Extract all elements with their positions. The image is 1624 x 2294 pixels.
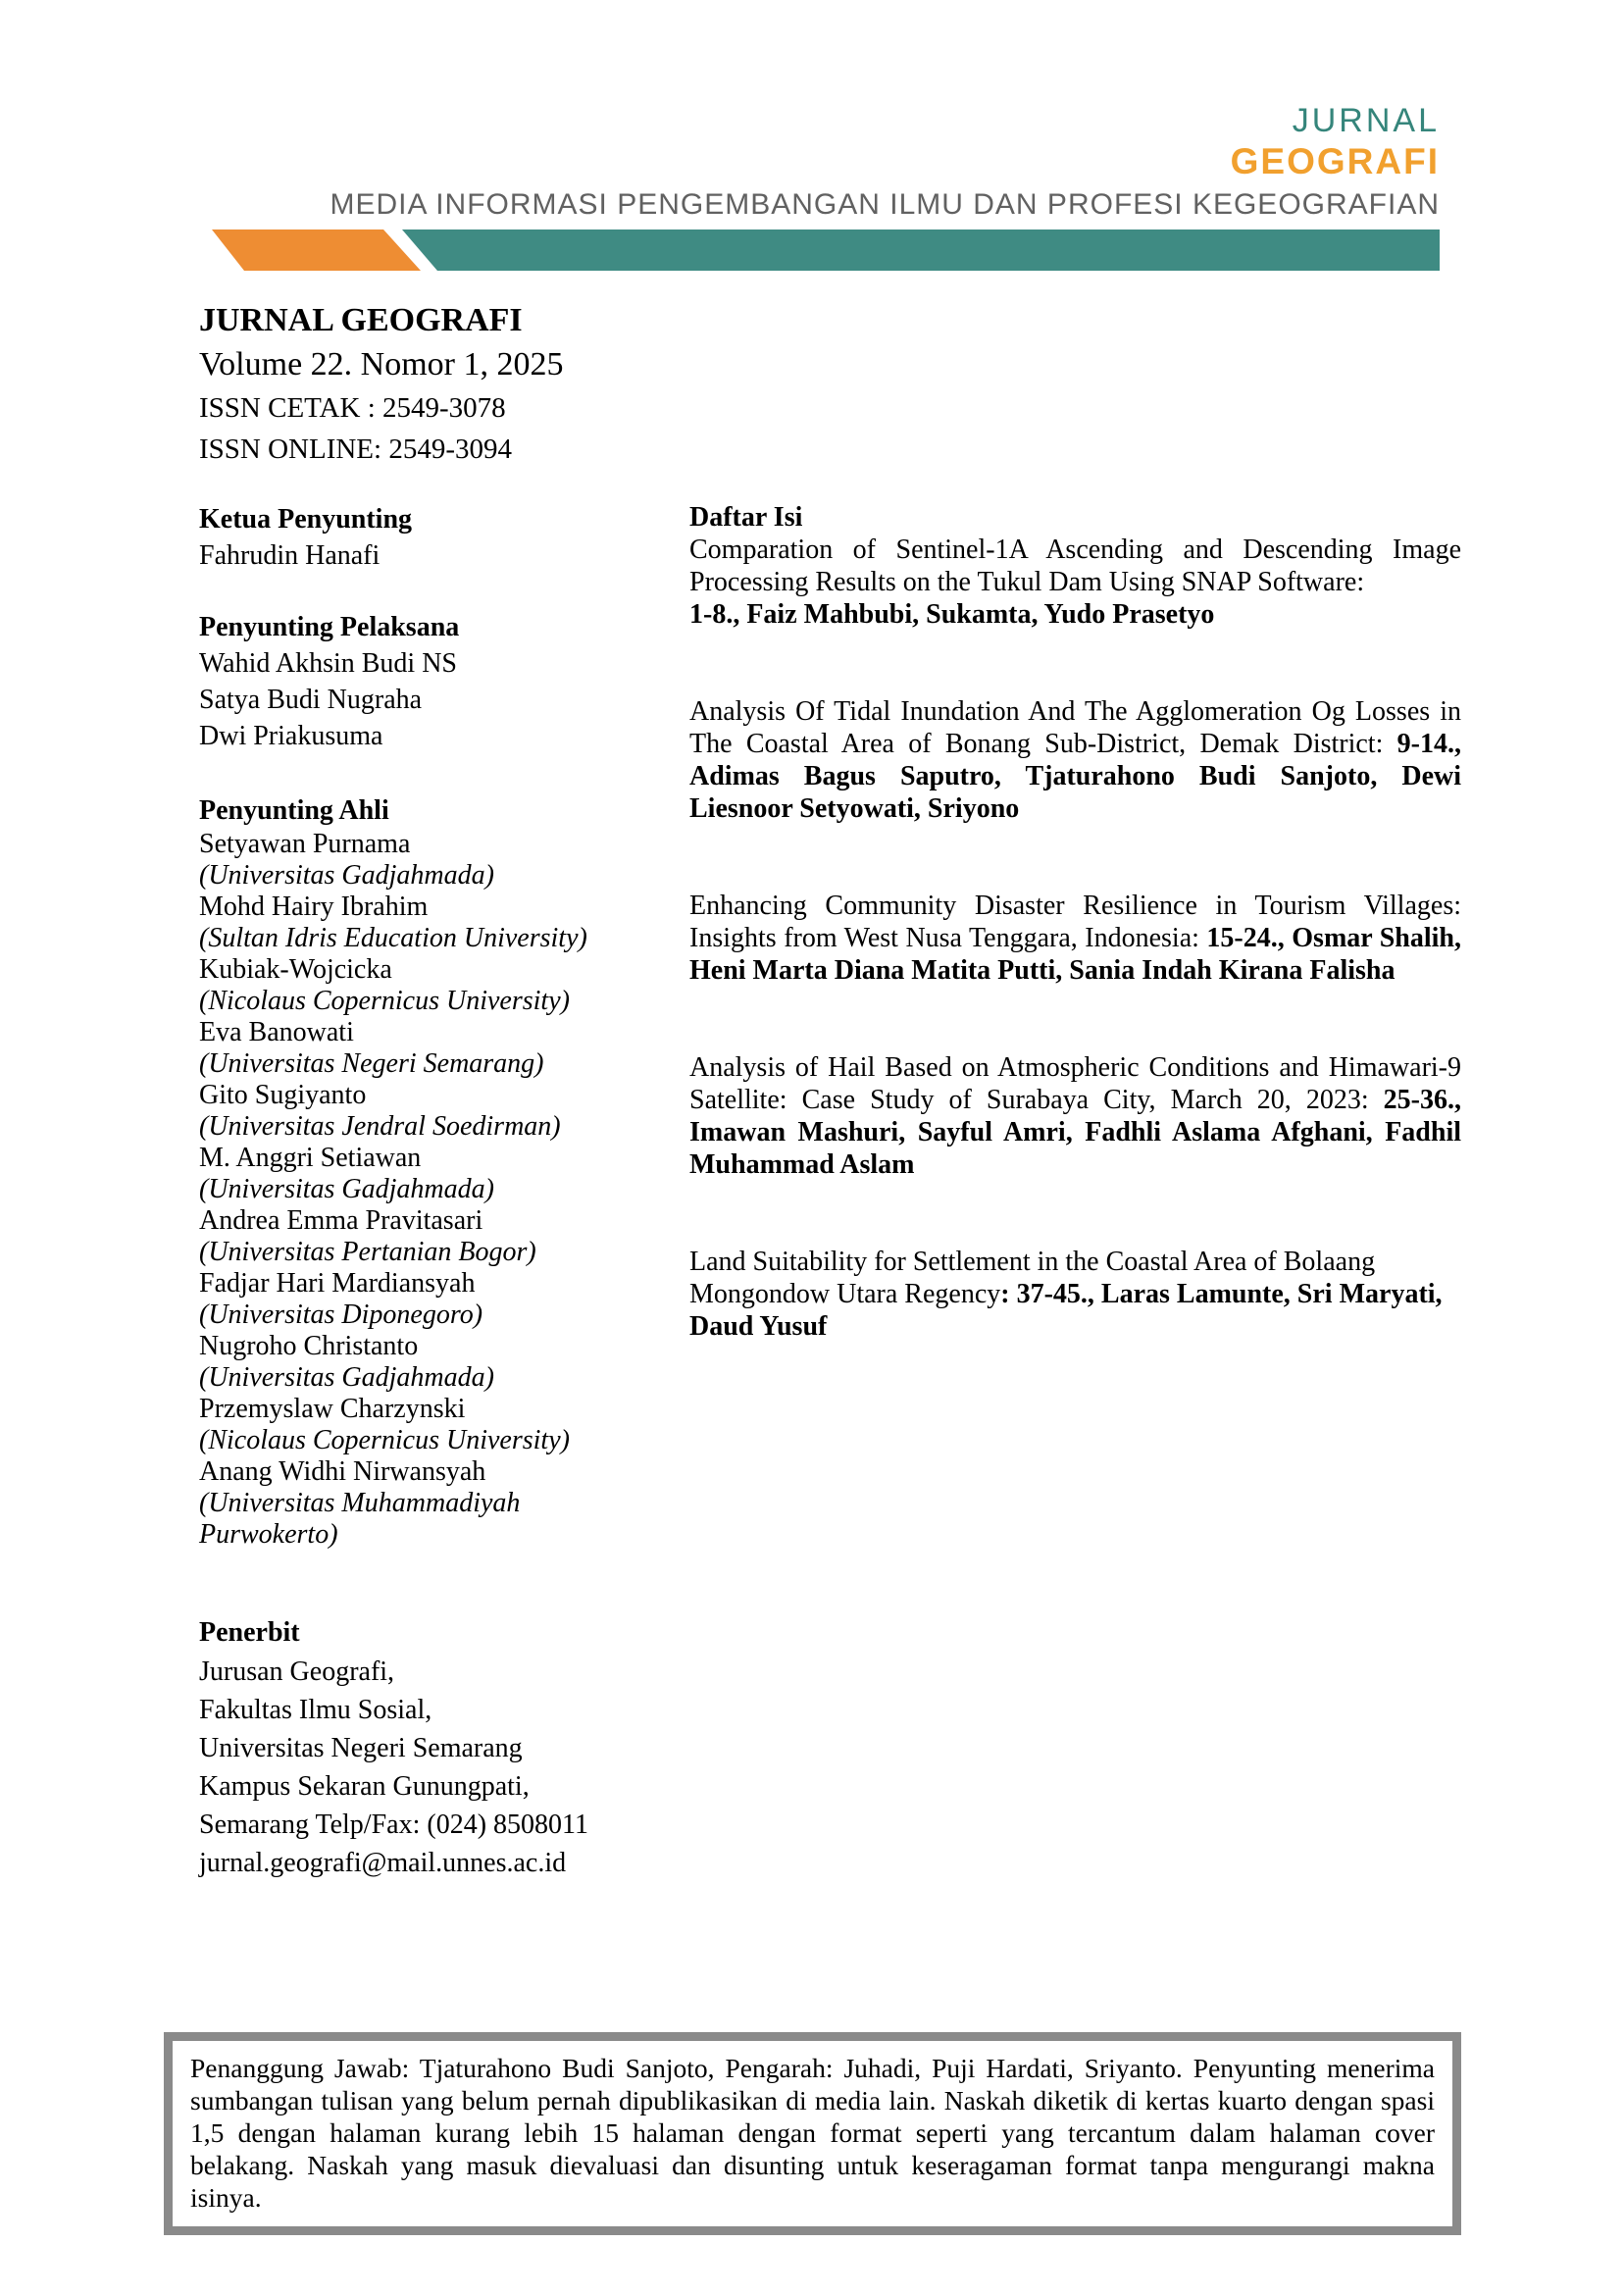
expert-editor-affiliation: (Universitas Gadjahmada) xyxy=(199,1362,494,1393)
article-title: Enhancing Community Disaster Resilience in Tourism Villages: Insights from West Nusa Tenggara, Indonesia: xyxy=(689,891,1461,953)
expert-editors-heading: Penyunting Ahli xyxy=(199,795,389,826)
expert-editor-name: Anang Widhi Nirwansyah xyxy=(199,1456,486,1487)
publisher-line: Jurusan Geografi, xyxy=(199,1657,395,1687)
toc-article xyxy=(689,534,1461,631)
expert-editor-affiliation: (Universitas Gadjahmada) xyxy=(199,1174,494,1204)
editorial-board-section xyxy=(199,501,648,1551)
expert-editor-name: Andrea Emma Pravitasari xyxy=(199,1205,483,1236)
page-title: JURNAL GEOGRAFI xyxy=(199,302,523,338)
publisher-heading: Penerbit xyxy=(199,1617,300,1648)
article-title: Analysis Of Tidal Inundation And The Agglomeration Og Losses in The Coastal Area of Bonang Sub-District, Demak District: xyxy=(689,696,1461,759)
expert-editor-entry xyxy=(199,1080,648,1143)
expert-editor-affiliation: (Universitas Negeri Semarang) xyxy=(199,1048,544,1079)
managing-editors-list xyxy=(199,645,648,754)
expert-editor-affiliation: (Universitas Pertanian Bogor) xyxy=(199,1237,536,1267)
expert-editor-affiliation: (Sultan Idris Education University) xyxy=(199,923,587,953)
expert-editor-name: Mohd Hairy Ibrahim xyxy=(199,892,429,922)
expert-editor-affiliation: (Universitas Jendral Soedirman) xyxy=(199,1111,561,1142)
article-entry xyxy=(689,1051,1461,1181)
expert-editor-name: Kubiak-Wojcicka xyxy=(199,954,392,985)
expert-editor-entry xyxy=(199,892,648,954)
masthead xyxy=(199,299,563,470)
expert-editor-name: M. Anggri Setiawan xyxy=(199,1143,422,1173)
expert-editor-entry xyxy=(199,1205,648,1268)
toc-article xyxy=(689,1051,1461,1181)
article-pages-authors: 25-36., Imawan Mashuri, Sayful Amri, Fadhli Aslama Afghani, Fadhil Muhammad Aslam xyxy=(689,1085,1461,1180)
publisher-line: jurnal.geografi@mail.unnes.ac.id xyxy=(199,1848,567,1878)
expert-editor-affiliation: (Nicolaus Copernicus University) xyxy=(199,986,570,1016)
article-title: Analysis of Hail Based on Atmospheric Conditions and Himawari-9 Satellite: Case Study of Surabaya City, March 20, 2023: xyxy=(689,1052,1461,1115)
article-entry xyxy=(689,890,1461,987)
expert-editor-affiliation: (Universitas Diponegoro) xyxy=(199,1300,483,1330)
article-pages-authors: : 37-45., Laras Lamunte, Sri Maryati, Daud Yusuf xyxy=(689,1279,1443,1342)
expert-editor-entry xyxy=(199,1017,648,1080)
expert-editor-entry xyxy=(199,1143,648,1205)
chief-editor-name: Fahrudin Hanafi xyxy=(199,540,381,571)
divider-bar-teal xyxy=(402,229,1440,271)
logo-geografi-text: GEOGRAFI xyxy=(1230,141,1440,181)
divider-bar-orange xyxy=(212,229,421,271)
article-pages-authors: 9-14., Adimas Bagus Saputro, Tjaturahono Budi Sanjoto, Dewi Liesnoor Setyowati, Sriyono xyxy=(689,729,1461,824)
toc-article xyxy=(689,890,1461,987)
expert-editor-affiliation: (Universitas Gadjahmada) xyxy=(199,860,494,891)
expert-editor-name: Fadjar Hari Mardiansyah xyxy=(199,1268,476,1299)
expert-editor-name: Nugroho Christanto xyxy=(199,1331,419,1361)
article-pages-authors: 15-24., Osmar Shalih, Heni Marta Diana Matita Putti, Sania Indah Kirana Falisha xyxy=(689,923,1461,986)
publisher-line: Fakultas Ilmu Sosial, xyxy=(199,1695,432,1725)
chief-editor-heading: Ketua Penyunting xyxy=(199,504,413,535)
expert-editor-affiliation: (Universitas Muhammadiyah Purwokerto) xyxy=(199,1488,521,1550)
expert-editors-list xyxy=(199,829,648,1551)
expert-editor-entry xyxy=(199,954,648,1017)
journal-logo xyxy=(1231,100,1440,182)
article-pages-authors: 1-8., Faiz Mahbubi, Sukamta, Yudo Prasetyo xyxy=(689,599,1215,630)
expert-editor-name: Przemyslaw Charzynski xyxy=(199,1394,466,1424)
expert-editor-entry xyxy=(199,1394,648,1456)
expert-editor-affiliation: (Nicolaus Copernicus University) xyxy=(199,1425,570,1455)
managing-editor-name: Satya Budi Nugraha xyxy=(199,685,423,715)
expert-editor-entry xyxy=(199,1268,648,1331)
publisher-line: Semarang Telp/Fax: (024) 8508011 xyxy=(199,1810,588,1840)
managing-editor-name: Dwi Priakusuma xyxy=(199,721,383,751)
article-entry xyxy=(689,695,1461,825)
publisher-line: Universitas Negeri Semarang xyxy=(199,1733,523,1763)
expert-editor-name: Eva Banowati xyxy=(199,1017,354,1047)
expert-editor-name: Gito Sugiyanto xyxy=(199,1080,367,1110)
article-title: Land Suitability for Settlement in the Coastal Area of Bolaang Mongondow Utara Regency xyxy=(689,1247,1376,1309)
managing-editors-heading: Penyunting Pelaksana xyxy=(199,612,460,642)
managing-editor-name: Wahid Akhsin Budi NS xyxy=(199,648,457,679)
expert-editor-entry xyxy=(199,829,648,892)
toc-section xyxy=(689,501,1461,1407)
article-entry xyxy=(689,1246,1461,1343)
expert-editor-entry xyxy=(199,1331,648,1394)
logo-jurnal-text: JURNAL xyxy=(1292,102,1440,139)
issn-online: ISSN ONLINE: 2549-3094 xyxy=(199,433,512,465)
publisher-lines xyxy=(199,1653,588,1882)
publisher-section xyxy=(199,1613,588,1882)
footer-note: Penanggung Jawab: Tjaturahono Budi Sanjoto, Pengarah: Juhadi, Puji Hardati, Sriyanto. Penyunting menerima sumbangan tulisan yang belum pernah dipublikasikan di media lain. Naskah diketik di kertas kuarto dengan spasi 1,5 dengan halaman kurang lebih 15 halaman dengan format seperti yang tercantum dalam halaman cover belakang. Naskah yang masuk dievaluasi dan disunting untuk keseragaman format tanpa mengurangi makna isinya. xyxy=(164,2032,1461,2235)
article-entry xyxy=(689,534,1461,631)
toc-heading: Daftar Isi xyxy=(689,502,803,533)
article-title: Comparation of Sentinel-1A Ascending and Descending Image Processing Results on the Tukul Dam Using SNAP Software: xyxy=(689,535,1461,597)
expert-editor-entry xyxy=(199,1456,648,1551)
toc-article xyxy=(689,1246,1461,1343)
publisher-line: Kampus Sekaran Gunungpati, xyxy=(199,1771,530,1802)
toc-article-list xyxy=(689,534,1461,1343)
volume-number: Volume 22. Nomor 1, 2025 xyxy=(199,346,564,382)
header-tagline: MEDIA INFORMASI PENGEMBANGAN ILMU DAN PROFESI KEGEOGRAFIAN xyxy=(330,188,1440,221)
issn-print: ISSN CETAK : 2549-3078 xyxy=(199,392,506,424)
toc-article xyxy=(689,695,1461,825)
expert-editor-name: Setyawan Purnama xyxy=(199,829,411,859)
